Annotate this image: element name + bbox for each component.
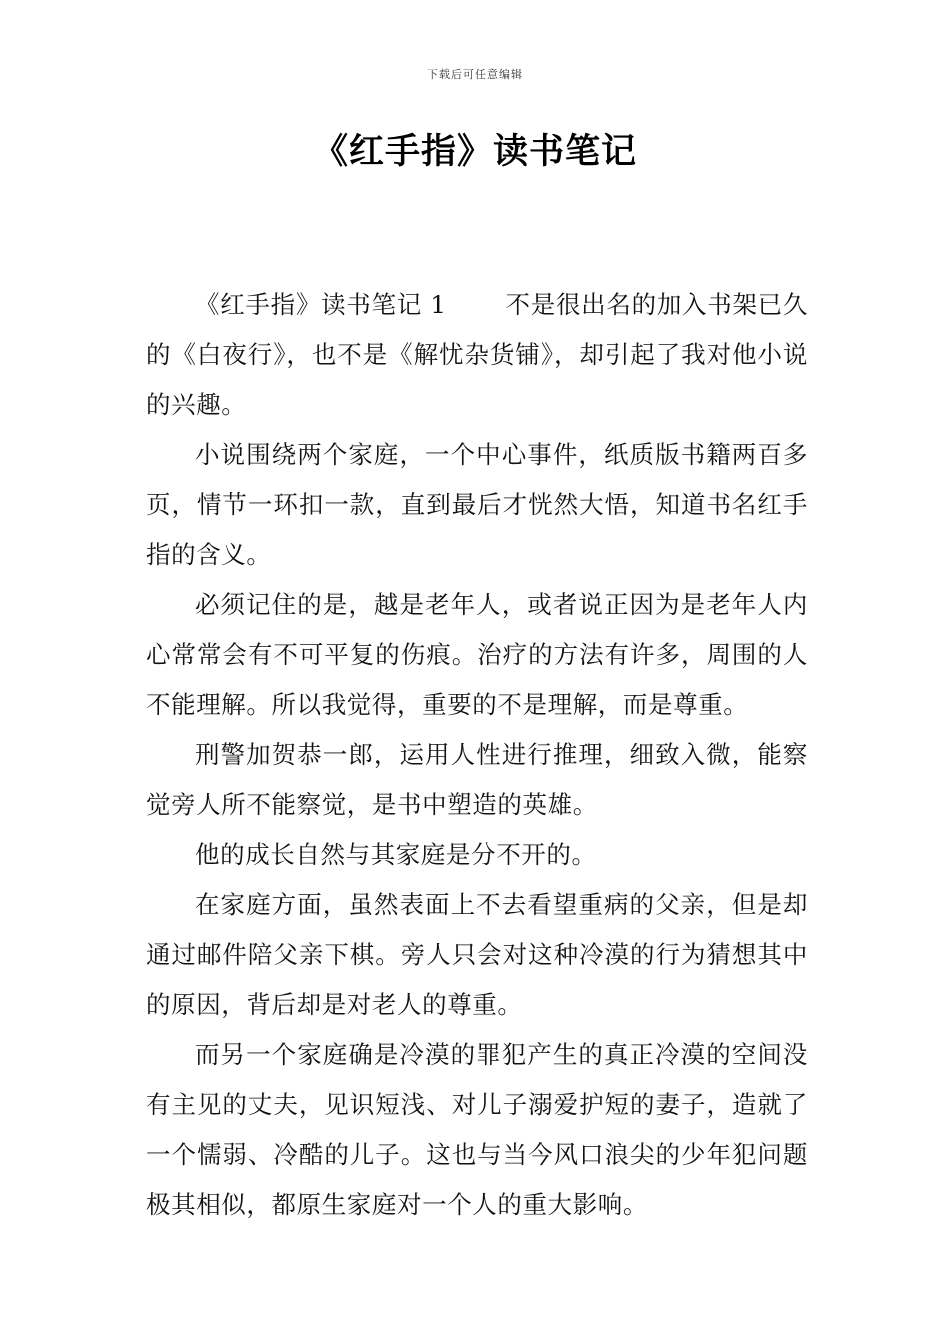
paragraph: 刑警加贺恭一郎，运用人性进行推理，细致入微，能察觉旁人所不能察觉，是书中塑造的英雄。 xyxy=(146,740,808,819)
paragraph: 而另一个家庭确是冷漠的罪犯产生的真正冷漠的空间没有主见的丈夫，见识短浅、对儿子溺爱护短的妻子，造就了一个懦弱、冷酷的儿子。这也与当今风口浪尖的少年犯问题极其相似，都原生家庭对一个人的重大影响。 xyxy=(146,1040,808,1219)
paragraph: 必须记住的是，越是老年人，或者说正因为是老年人内心常常会有不可平复的伤痕。治疗的方法有许多，周围的人不能理解。所以我觉得，重要的不是理解，而是尊重。 xyxy=(146,590,808,719)
paragraph: 小说围绕两个家庭，一个中心事件，纸质版书籍两百多页，情节一环扣一款，直到最后才恍然大悟，知道书名红手指的含义。 xyxy=(146,440,808,569)
paragraph: 他的成长自然与其家庭是分不开的。 xyxy=(195,840,597,869)
paragraph: 在家庭方面，虽然表面上不去看望重病的父亲，但是却通过邮件陪父亲下棋。旁人只会对这种冷漠的行为猜想其中的原因，背后却是对老人的尊重。 xyxy=(146,890,808,1019)
header-note: 下载后可任意编辑 xyxy=(427,68,523,81)
document-body xyxy=(146,280,808,1230)
document-title: 《红手指》读书笔记 xyxy=(312,132,637,172)
paragraph: 《红手指》读书笔记 1 不是很出名的加入书架已久的《白夜行》，也不是《解忧杂货铺》，却引起了我对他小说的兴趣。 xyxy=(146,290,808,419)
